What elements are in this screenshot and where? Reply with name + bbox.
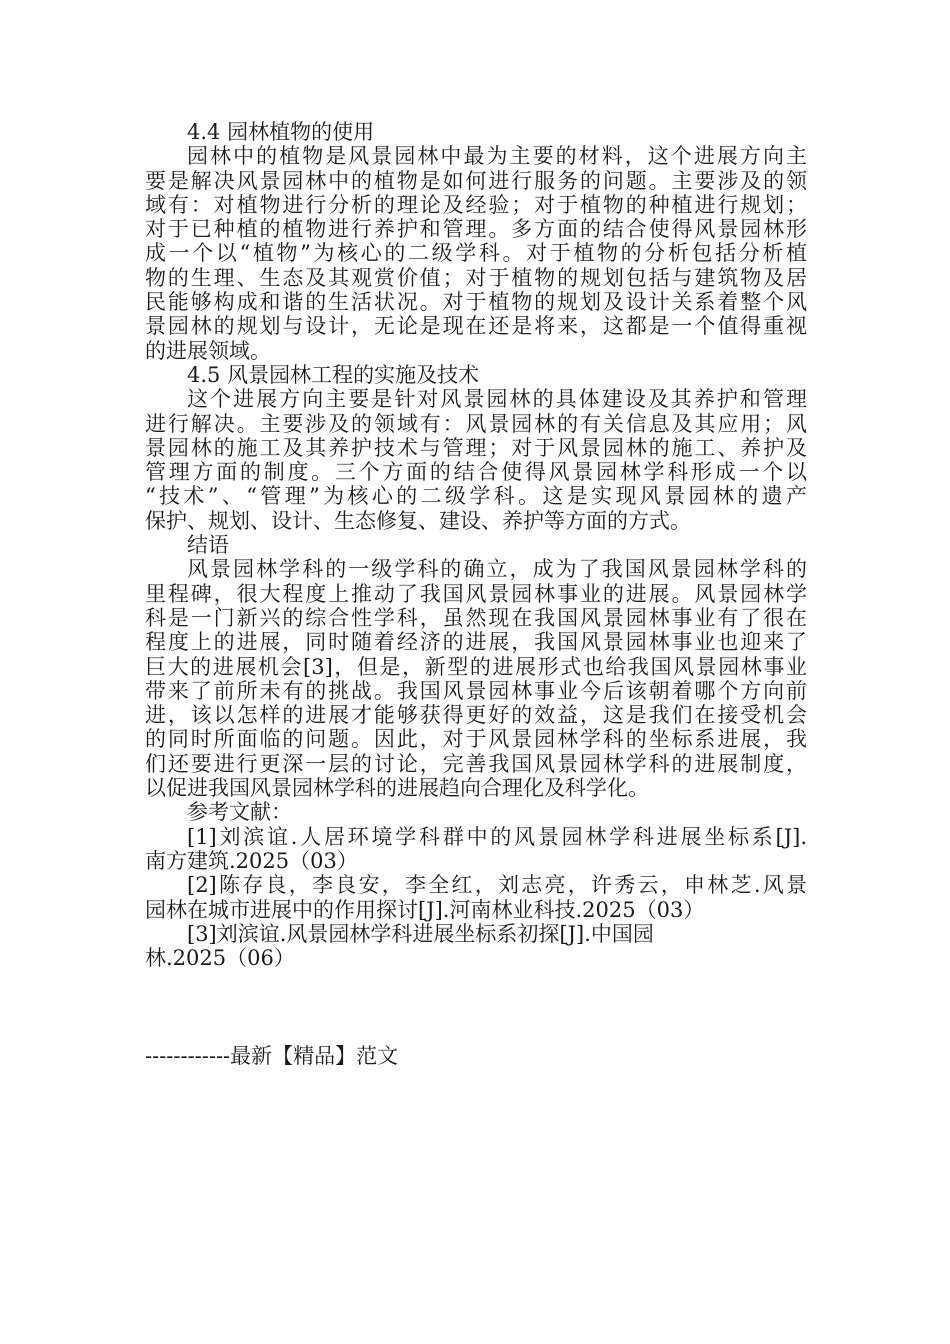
paragraph-line: 们还要进行更深一层的讨论，完善我国风景园林学科的进展制度， bbox=[145, 751, 807, 776]
paragraph-line: 对于已种植的植物进行养护和管理。多方面的结合使得风景园林形 bbox=[145, 217, 807, 242]
references-heading: 参考文献： bbox=[187, 800, 292, 825]
section-heading-4-5: 4.5 风景园林工程的实施及技术 bbox=[187, 362, 480, 387]
reference-item-2-cont: 园林在城市进展中的作用探讨[J].河南林业科技.2025（03） bbox=[145, 897, 705, 922]
paragraph-line: 科是一门新兴的综合性学科，虽然现在我国风景园林事业有了很在 bbox=[145, 605, 807, 630]
paragraph-line: 风景园林学科的一级学科的确立，成为了我国风景园林学科的 bbox=[187, 557, 807, 582]
paragraph-line: 进行解决。主要涉及的领域有：风景园林的有关信息及其应用；风 bbox=[145, 411, 807, 436]
paragraph-line: 物的生理、生态及其观赏价值；对于植物的规划包括与建筑物及居 bbox=[145, 265, 807, 290]
paragraph-line: 域有：对植物进行分析的理论及经验；对于植物的种植进行规划； bbox=[145, 192, 807, 217]
reference-item-1-cont: 南方建筑.2025（03） bbox=[145, 848, 358, 873]
paragraph-line: 民能够构成和谐的生活状况。对于植物的规划及设计关系着整个风 bbox=[145, 290, 807, 315]
document-body bbox=[145, 120, 807, 970]
paragraph-line: 保护、规划、设计、生态修复、建设、养护等方面的方式。 bbox=[145, 508, 691, 533]
paragraph-line: 这个进展方向主要是针对风景园林的具体建设及其养护和管理 bbox=[187, 387, 807, 412]
paragraph-line: 园林中的植物是风景园林中最为主要的材料，这个进展方向主 bbox=[187, 144, 807, 169]
paragraph-line: 里程碑，很大程度上推动了我国风景园林事业的进展。风景园林学 bbox=[145, 581, 807, 606]
conclusion-heading: 结语 bbox=[187, 533, 229, 558]
paragraph-line: 的进展领域。 bbox=[145, 338, 271, 363]
reference-item-2: [2]陈存良，李良安，李全红，刘志亮，许秀云，申林芝.风景 bbox=[187, 873, 807, 898]
reference-item-3-cont: 林.2025（06） bbox=[145, 946, 295, 971]
paragraph-line: 带来了前所未有的挑战。我国风景园林事业今后该朝着哪个方向前 bbox=[145, 678, 807, 703]
paragraph-line: 巨大的进展机会[3]，但是，新型的进展形式也给我国风景园林事业 bbox=[145, 654, 807, 679]
paragraph-line: 成一个以“植物”为核心的二级学科。对于植物的分析包括分析植 bbox=[145, 241, 807, 266]
paragraph-line: 程度上的进展，同时随着经济的进展，我国风景园林事业也迎来了 bbox=[145, 630, 807, 655]
paragraph-line: 以促进我国风景园林学科的进展趋向合理化及科学化。 bbox=[145, 776, 649, 801]
reference-item-3: [3]刘滨谊.风景园林学科进展坐标系初探[J].中国园 bbox=[187, 921, 654, 946]
paragraph-line: 管理方面的制度。三个方面的结合使得风景园林学科形成一个以 bbox=[145, 460, 807, 485]
page-footer: ------------最新【精品】范文 bbox=[145, 1044, 399, 1068]
section-heading-4-4: 4.4 园林植物的使用 bbox=[187, 120, 375, 144]
paragraph-line: 景园林的施工及其养护技术与管理；对于风景园林的施工、养护及 bbox=[145, 435, 807, 460]
paragraph-line: 的同时所面临的问题。因此，对于风景园林学科的坐标系进展，我 bbox=[145, 727, 807, 752]
reference-item-1: [1]刘滨谊.人居环境学科群中的风景园林学科进展坐标系[J]. bbox=[187, 824, 807, 849]
paragraph-line: “技术”、“管理”为核心的二级学科。这是实现风景园林的遗产 bbox=[145, 484, 807, 509]
paragraph-line: 景园林的规划与设计，无论是现在还是将来，这都是一个值得重视 bbox=[145, 314, 807, 339]
paragraph-line: 进，该以怎样的进展才能够获得更好的效益，这是我们在接受机会 bbox=[145, 703, 807, 728]
paragraph-line: 要是解决风景园林中的植物是如何进行服务的问题。主要涉及的领 bbox=[145, 168, 807, 193]
